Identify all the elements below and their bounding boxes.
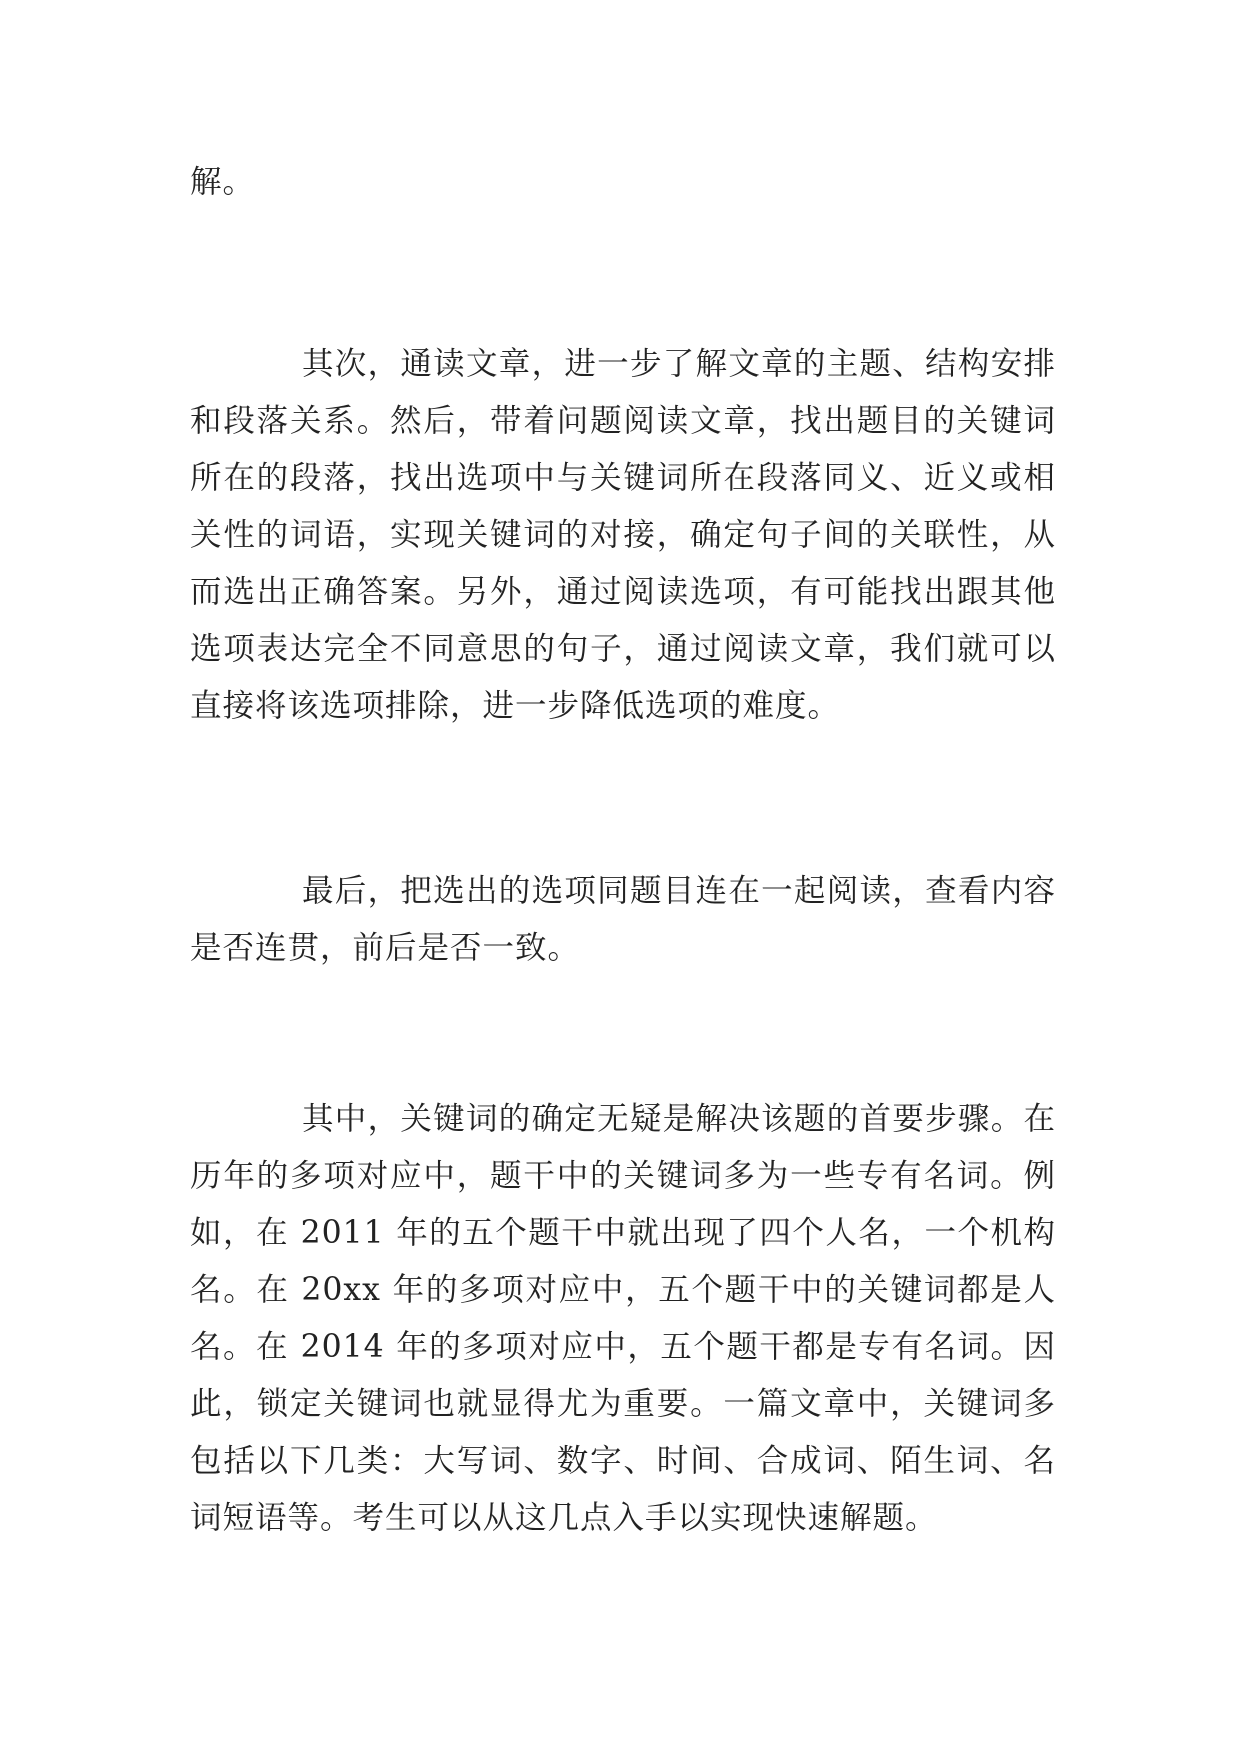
paragraph-final-check: 最后，把选出的选项同题目连在一起阅读，查看内容是否连贯，前后是否一致。	[190, 873, 1056, 966]
paragraph-keywords: 其中，关键词的确定无疑是解决该题的首要步骤。在历年的多项对应中，题干中的关键词多为一些专有名词。例如，在 2011 年的五个题干中就出现了四个人名，一个机构名。在 20xx 年的多项对应中，五个题干中的关键词都是人名。在 2014 年的多项对应中，五个题干都是专有名词。因此，锁定关键词也就显得尤为重要。一篇文章中，关键词多包括以下几类：大写词、数字、时间、合成词、陌生词、名词短语等。考生可以从这几点入手以实现快速解题。	[190, 1101, 1056, 1536]
paragraph-continuation: 解。	[190, 164, 256, 200]
paragraph-reading-steps: 其次，通读文章，进一步了解文章的主题、结构安排和段落关系。然后，带着问题阅读文章，找出题目的关键词所在的段落，找出选项中与关键词所在段落同义、近义或相关性的词语，实现关键词的对接，确定句子间的关联性，从而选出正确答案。另外，通过阅读选项，有可能找出跟其他选项表达完全不同意思的句子，通过阅读文章，我们就可以直接将该选项排除，进一步降低选项的难度。	[190, 346, 1056, 724]
